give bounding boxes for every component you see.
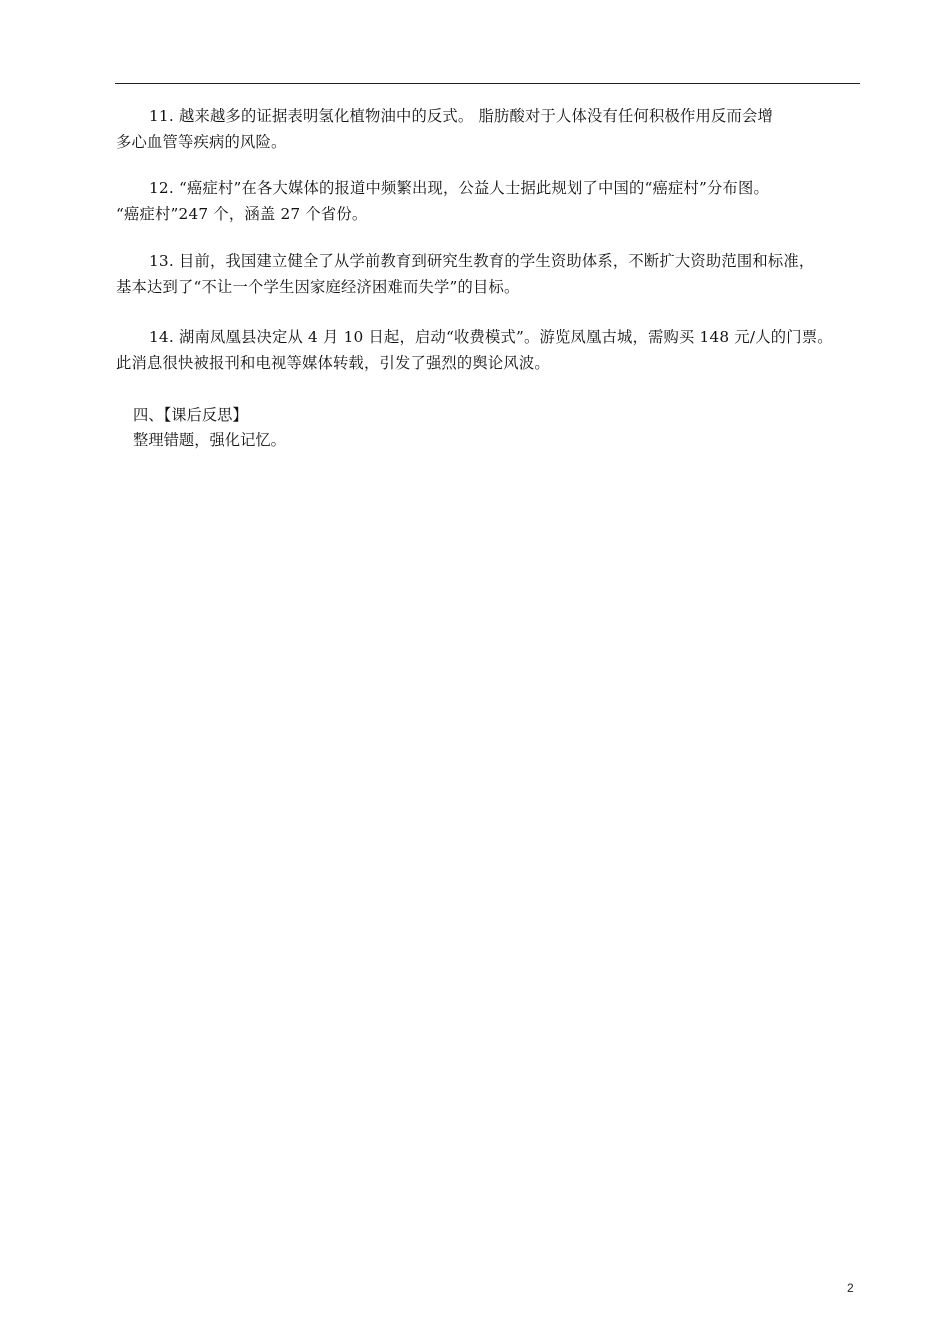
question-14-line-1: 14. 湖南凤凰县决定从 4 月 10 日起，启动“收费模式”。游览凤凰古城，需购买 148 元/人的门票。 — [149, 328, 833, 346]
section-body: 整理错题，强化记忆。 — [133, 431, 286, 449]
page-number: 2 — [847, 1281, 854, 1295]
question-14 — [116, 324, 864, 376]
question-13-line-1: 13. 目前，我国建立健全了从学前教育到研究生教育的学生资助体系，不断扩大资助范围和标准， — [149, 252, 815, 270]
question-12-line-1: 12. “癌症村”在各大媒体的报道中频繁出现，公益人士据此规划了中国的“癌症村”分布图。 — [149, 179, 769, 197]
question-12 — [116, 175, 864, 227]
header-rule — [115, 83, 860, 84]
section-heading: 四、【课后反思】 — [133, 406, 248, 424]
question-11-line-2: 多心血管等疾病的风险。 — [116, 133, 287, 151]
question-11-line-1: 11. 越来越多的证据表明氢化植物油中的反式。 脂肪酸对于人体没有任何积极作用反而会增 — [149, 107, 773, 125]
question-14-line-2: 此消息很快被报刊和电视等媒体转载，引发了强烈的舆论风波。 — [116, 354, 550, 372]
question-13 — [116, 248, 864, 300]
question-11 — [116, 103, 864, 155]
question-13-line-2: 基本达到了“不让一个学生因家庭经济困难而失学”的目标。 — [116, 278, 520, 296]
question-12-line-2: “癌症村”247 个，涵盖 27 个省份。 — [116, 205, 368, 223]
